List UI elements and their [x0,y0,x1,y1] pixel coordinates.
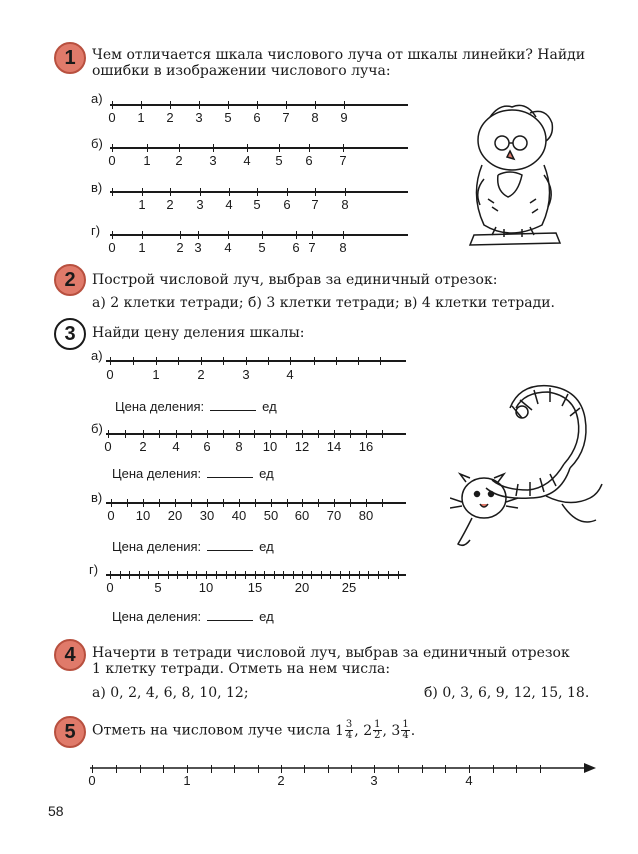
scale-tick [304,765,305,773]
task-4-option-b: б) 0, 3, 6, 9, 12, 15, 18. [424,685,590,701]
scale-tick [315,101,316,109]
scale-tick [110,571,111,579]
scale-tick [283,571,284,579]
task-5-prompt: Отметь на числовом луче числа [92,722,331,739]
tick-label: 3 [242,367,250,382]
scale-tick [264,571,265,579]
scale-tick [366,430,367,438]
tick-label: 10 [198,580,214,595]
scale-tick [258,765,259,773]
scale-tick [206,571,207,579]
scale-tick [380,357,381,365]
scale-tick [287,499,288,507]
scale-tick [257,101,258,109]
scale-tick [92,765,93,773]
task-2-text: Построй числовой луч, выбрав за единичный отрезок: [92,272,498,288]
scale-tick [112,101,113,109]
unit-label: ед [259,466,274,481]
scale-tick [302,430,303,438]
scale-v-line [106,502,406,504]
scale-tick [493,765,494,773]
scale-tick [127,499,128,507]
tick-label: 7 [311,197,319,212]
tick-label: 60 [294,508,310,523]
tick-label: 3 [194,240,202,255]
scale-a-line [106,360,406,362]
tick-label: 3 [196,197,204,212]
answer-blank[interactable] [210,398,256,411]
scale-tick [247,144,248,152]
scale-tick [351,765,352,773]
tick-label: 4 [172,439,180,454]
scale-tick [133,357,134,365]
scale-tick [340,571,341,579]
scale-tick [382,499,383,507]
scale-a-price [115,398,277,414]
scale-tick [112,231,113,239]
scale-tick [108,430,109,438]
scale-tick [223,357,224,365]
scale-tick [147,144,148,152]
tick-label: 40 [231,508,247,523]
ray-v-letter: в) [91,180,103,195]
mixed-number-2: 2 $\frac{1}{2}$ , [363,719,387,741]
task-4-option-a: а) 0, 2, 4, 6, 8, 10, 12; [92,685,249,701]
scale-tick [179,144,180,152]
tick-label: 25 [341,580,357,595]
tick-label: 0 [108,153,116,168]
scale-tick [302,499,303,507]
ray-b-letter: б) [91,136,103,151]
task-4-badge: 4 [54,639,86,671]
scale-tick [286,430,287,438]
scale-tick [191,430,192,438]
scale-tick [359,571,360,579]
tick-label: 4 [224,240,232,255]
tick-label: 5 [253,197,261,212]
scale-tick [343,231,344,239]
scale-tick [315,188,316,196]
scale-tick [226,571,227,579]
tick-label: 1 [137,110,145,125]
tick-label: 6 [203,439,211,454]
scale-tick [281,765,282,773]
scale-tick [311,571,312,579]
tick-label: 0 [108,110,116,125]
scale-tick [177,571,178,579]
tick-label: 8 [235,439,243,454]
tick-label: 6 [253,110,261,125]
tick-label: 1 [152,367,160,382]
tick-label: 1 [138,197,146,212]
scale-tick [279,144,280,152]
tick-label: 30 [199,508,215,523]
task-1-text-line1: Чем отличается шкала числового луча от шкалы линейки? Найди [92,47,586,63]
price-label: Цена деления: [115,399,205,414]
scale-tick [257,188,258,196]
scale-tick [328,765,329,773]
scale-tick [398,571,399,579]
scale-tick [229,188,230,196]
answer-blank[interactable] [207,608,253,621]
scale-tick [234,765,235,773]
scale-tick [345,188,346,196]
scale-tick [235,571,236,579]
scale-tick [112,144,113,152]
scale-tick [540,765,541,773]
scale-tick [141,101,142,109]
answer-blank[interactable] [207,465,253,478]
scale-tick [120,571,121,579]
scale-tick [374,765,375,773]
price-label: Цена деления: [112,609,202,624]
tick-label: 2 [175,153,183,168]
scale-tick [178,357,179,365]
scale-tick [290,357,291,365]
scale-tick [112,188,113,196]
scale-tick [358,357,359,365]
scale-tick [336,357,337,365]
scale-tick [139,571,140,579]
tick-label: 70 [326,508,342,523]
scale-tick [213,144,214,152]
scale-a-letter: а) [91,348,103,363]
price-label: Цена деления: [112,466,202,481]
tick-label: 12 [294,439,310,454]
scale-tick [187,765,188,773]
tick-label: 20 [294,580,310,595]
task-2-options: а) 2 клетки тетради; б) 3 клетки тетради; в) 4 клетки тетради. [92,295,555,311]
tick-label: 10 [262,439,278,454]
scale-tick [143,499,144,507]
scale-tick [344,101,345,109]
scale-tick [287,188,288,196]
tick-label: 0 [104,439,112,454]
scale-tick [116,765,117,773]
scale-tick [366,499,367,507]
scale-tick [142,231,143,239]
task-3-badge: 3 [54,318,86,350]
scale-tick [309,144,310,152]
scale-tick [382,430,383,438]
scale-tick [286,101,287,109]
scale-tick [156,357,157,365]
tick-label: 5 [258,240,266,255]
scale-tick [125,430,126,438]
tick-label: 1 [143,153,151,168]
scale-tick [140,765,141,773]
tick-label: 14 [326,439,342,454]
tick-label: 0 [107,508,115,523]
scale-tick [170,101,171,109]
ray-g-line [110,234,408,236]
scale-g-price [112,608,274,624]
tick-label: 2 [166,197,174,212]
tick-label: 0 [106,580,114,595]
scale-tick [271,499,272,507]
scale-tick [176,430,177,438]
tick-label: 6 [292,240,300,255]
scale-tick [350,499,351,507]
scale-tick [191,499,192,507]
tick-label: 0 [88,773,96,788]
scale-tick [293,571,294,579]
owl-illustration [460,95,570,250]
tick-label: 6 [283,197,291,212]
scale-tick [388,571,389,579]
scale-tick [163,765,164,773]
scale-b-line [106,433,406,435]
price-label: Цена деления: [112,539,202,554]
task-1-text-line2: ошибки в изображении числового луча: [92,63,391,79]
scale-tick [445,765,446,773]
scale-g-line [106,574,406,576]
scale-b-price [112,465,274,481]
task-5-badge: 5 [54,716,86,748]
scale-tick [168,571,169,579]
scale-tick [334,430,335,438]
ray-a-line [110,104,408,106]
mixed-number-3: 3 $\frac{1}{4}$ . [391,719,416,741]
scale-tick [274,571,275,579]
tick-label: 5 [154,580,162,595]
scale-tick [228,101,229,109]
tick-label: 0 [108,240,116,255]
tick-label: 0 [106,367,114,382]
scale-tick [318,430,319,438]
tick-label: 50 [263,508,279,523]
scale-tick [398,765,399,773]
tick-label: 5 [224,110,232,125]
scale-tick [349,571,350,579]
scale-tick [314,357,315,365]
tick-label: 5 [275,153,283,168]
scale-tick [330,571,331,579]
scale-tick [268,357,269,365]
scale-tick [216,571,217,579]
scale-tick [302,571,303,579]
task-3-text: Найди цену деления шкалы: [92,325,305,341]
tiger-illustration [450,378,610,558]
scale-tick [158,571,159,579]
task-1-badge: 1 [54,42,86,74]
tick-label: 3 [370,773,378,788]
scale-tick [175,499,176,507]
tick-label: 1 [183,773,191,788]
tick-label: 10 [135,508,151,523]
tick-label: 80 [358,508,374,523]
scale-tick [262,231,263,239]
scale-tick [111,499,112,507]
scale-tick [223,430,224,438]
scale-tick [321,571,322,579]
scale-tick [170,188,171,196]
scale-tick [187,571,188,579]
scale-tick [350,430,351,438]
task-4-text-line1: Начерти в тетради числовой луч, выбрав за единичный отрезок [92,645,570,661]
task-5-ray-arrow [88,760,598,780]
tick-label: 3 [195,110,203,125]
scale-tick [318,499,319,507]
tick-label: 1 [138,240,146,255]
tick-label: 2 [277,773,285,788]
tick-label: 2 [139,439,147,454]
tick-label: 2 [176,240,184,255]
scale-g-letter: г) [89,562,99,577]
scale-tick [196,571,197,579]
scale-tick [148,571,149,579]
scale-tick [239,430,240,438]
unit-label: ед [259,539,274,554]
scale-tick [239,499,240,507]
tick-label: 15 [247,580,263,595]
scale-tick [270,430,271,438]
task-5-text [92,720,415,741]
scale-tick [199,101,200,109]
scale-tick [223,499,224,507]
scale-tick [201,357,202,365]
scale-tick [255,499,256,507]
tick-label: 7 [339,153,347,168]
tick-label: 4 [225,197,233,212]
scale-tick [159,499,160,507]
scale-tick [180,231,181,239]
ray-a-letter: а) [91,91,103,106]
scale-tick [207,499,208,507]
scale-tick [378,571,379,579]
tick-label: 6 [305,153,313,168]
task-2-badge: 2 [54,264,86,296]
tick-label: 4 [465,773,473,788]
scale-tick [129,571,130,579]
scale-tick [159,430,160,438]
scale-tick [312,231,313,239]
scale-tick [469,765,470,773]
tick-label: 4 [286,367,294,382]
tick-label: 16 [358,439,374,454]
scale-tick [142,188,143,196]
answer-blank[interactable] [207,538,253,551]
tick-label: 20 [167,508,183,523]
tick-label: 7 [282,110,290,125]
scale-tick [211,765,212,773]
scale-tick [296,231,297,239]
scale-tick [255,571,256,579]
scale-tick [143,430,144,438]
ray-g-letter: г) [91,223,101,238]
tick-label: 4 [243,153,251,168]
ray-v-line [110,191,408,193]
scale-tick [334,499,335,507]
scale-tick [254,430,255,438]
tick-label: 8 [339,240,347,255]
tick-label: 3 [209,153,217,168]
scale-tick [110,357,111,365]
scale-b-letter: б) [91,421,103,436]
scale-v-price [112,538,274,554]
scale-tick [207,430,208,438]
scale-tick [245,571,246,579]
scale-tick [228,231,229,239]
scale-tick [246,357,247,365]
ray-b-line [110,147,408,149]
unit-label: ед [259,609,274,624]
tick-label: 2 [197,367,205,382]
scale-tick [198,231,199,239]
task-4-text-line2: 1 клетку тетради. Отметь на нем числа: [92,661,391,677]
tick-label: 7 [308,240,316,255]
tick-label: 9 [340,110,348,125]
scale-v-letter: в) [91,490,103,505]
tick-label: 8 [311,110,319,125]
page-number: 58 [48,803,64,819]
tick-label: 2 [166,110,174,125]
scale-tick [200,188,201,196]
unit-label: ед [262,399,277,414]
tick-label: 8 [341,197,349,212]
scale-tick [422,765,423,773]
scale-tick [368,571,369,579]
mixed-number-1: 1 $\frac{3}{4}$ , [335,719,359,741]
scale-tick [343,144,344,152]
scale-tick [516,765,517,773]
